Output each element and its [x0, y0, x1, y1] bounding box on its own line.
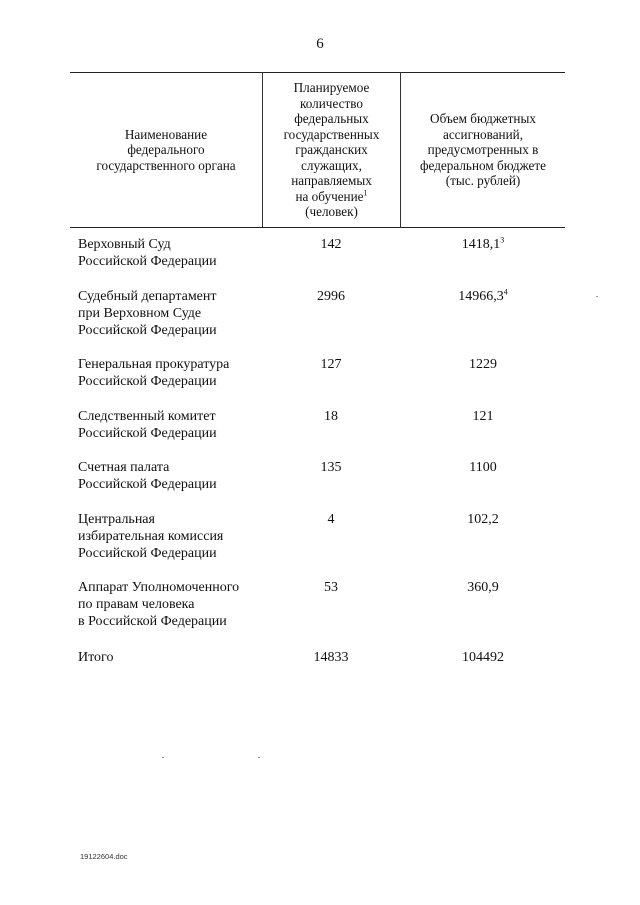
agency-name [78, 288, 263, 339]
staff-count: 142 [320, 237, 342, 252]
header-line: федерального [127, 142, 205, 158]
table-top-rule [70, 72, 565, 73]
agency-name-line: при Верховном Суде [78, 306, 202, 321]
header-amount-column [401, 74, 565, 226]
total-label-text: Итого [78, 650, 114, 665]
budget-amount: 360,9 [467, 580, 499, 595]
budget-amount-value: 14966,3 [458, 289, 504, 304]
total-amount: 104492 [462, 650, 504, 665]
header-line: (тыс. рублей) [445, 173, 521, 189]
header-line: направляемых [291, 173, 372, 189]
agency-name-line: Генеральная прокуратура [78, 357, 230, 372]
header-line: ассигнований, [442, 126, 524, 142]
header-line-text: на обучение [295, 188, 364, 204]
agency-name-line: в Российской Федерации [78, 614, 227, 629]
footnote-marker: 1 [363, 188, 368, 198]
budget-amount: 121 [472, 409, 494, 424]
header-count-column [263, 74, 400, 226]
budget-amount [403, 236, 563, 253]
agency-name-line: избирательная комиссия [78, 529, 224, 544]
header-line: предусмотренных в [427, 142, 539, 158]
header-line: государственного органа [96, 157, 236, 173]
header-line: гражданских [295, 142, 368, 158]
agency-name-line: Следственный комитет [78, 409, 216, 424]
header-line: федеральных [294, 111, 369, 127]
staff-count: 2996 [317, 289, 345, 304]
agency-name [78, 236, 263, 270]
total-count: 14833 [313, 650, 349, 665]
agency-name-line: Российской Федерации [78, 374, 217, 389]
agency-name [78, 408, 263, 442]
budget-amount: 102,2 [467, 512, 499, 527]
agency-name-line: Счетная палата [78, 460, 170, 475]
agency-name-line: Российской Федерации [78, 254, 217, 269]
footnote-marker: 3 [500, 235, 505, 245]
header-line: Объем бюджетных [430, 111, 536, 127]
footnote-marker: 4 [503, 287, 508, 297]
header-line: федеральном бюджете [420, 157, 546, 173]
agency-name-line: Верховный Суд [78, 237, 171, 252]
budget-amount-value: 1418,1 [461, 237, 501, 252]
header-line: государственных [283, 126, 380, 142]
agency-name [78, 579, 263, 630]
staff-count: 53 [324, 580, 338, 595]
agency-name-line: Центральная [78, 512, 155, 527]
budget-amount [403, 288, 563, 305]
agency-name [78, 511, 263, 562]
agency-name-line: Российской Федерации [78, 546, 217, 561]
header-line: Планируемое [293, 80, 370, 96]
footer-filename: 19122604.doc [80, 852, 128, 861]
agency-name-line: Российской Федерации [78, 477, 217, 492]
table-header-rule [70, 227, 565, 228]
agency-name-line: Российской Федерации [78, 323, 217, 338]
scan-speck [258, 757, 260, 758]
staff-count: 4 [327, 512, 335, 527]
header-line [263, 189, 400, 205]
header-line: (человек) [305, 204, 358, 220]
agency-name-line: по правам человека [78, 597, 195, 612]
header-line: служащих, [301, 157, 362, 173]
scan-speck [596, 296, 598, 297]
staff-count: 127 [320, 357, 342, 372]
agency-name [78, 459, 263, 493]
scan-speck [162, 757, 164, 758]
header-line: количество [300, 95, 363, 111]
agency-name [78, 356, 263, 390]
header-line: Наименование [124, 126, 208, 142]
staff-count: 135 [320, 460, 342, 475]
agency-name-line: Российской Федерации [78, 426, 217, 441]
budget-amount: 1100 [469, 460, 497, 475]
total-label [78, 649, 263, 666]
agency-name-line: Судебный департамент [78, 289, 217, 304]
page-number: 6 [316, 36, 324, 52]
header-name-column [70, 74, 262, 226]
agency-name-line: Аппарат Уполномоченного [78, 580, 240, 595]
staff-count: 18 [324, 409, 338, 424]
budget-amount: 1229 [469, 357, 497, 372]
